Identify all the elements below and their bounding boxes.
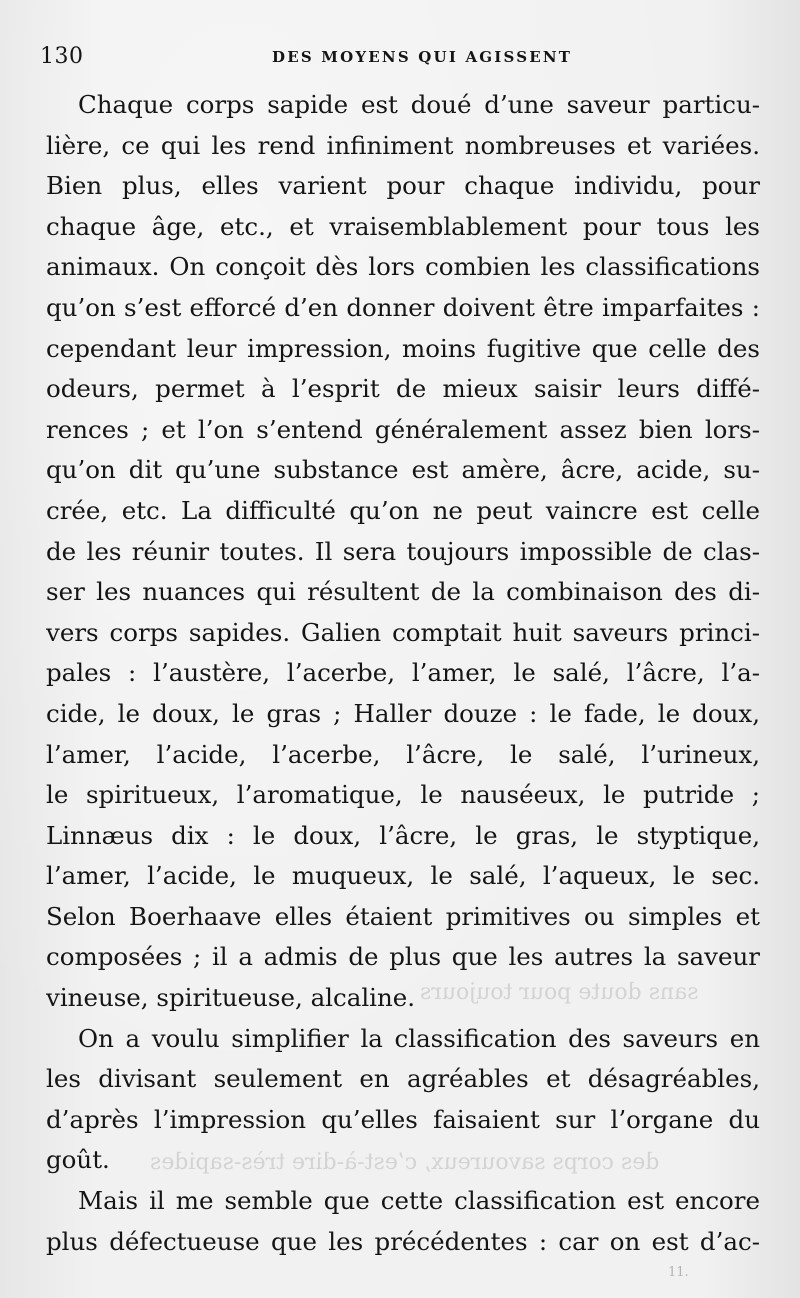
text-line: cependant leur impression, moins fugitive que celle des <box>46 333 760 363</box>
page-header <box>40 44 760 72</box>
show-through-text-1: sans doute pour toujours <box>420 980 699 1005</box>
text-line: qu’on dit qu’une substance est amère, âcre, acide, su- <box>46 455 760 485</box>
text-line: cide, le doux, le gras ; Haller douze : le fade, le doux, <box>46 698 760 728</box>
text-line: vineuse, spiritueuse, alcaline. <box>46 983 416 1013</box>
text-line: Mais il me semble que cette classification est encore <box>78 1186 760 1216</box>
text-line: l’amer, l’acide, l’acerbe, l’âcre, le salé, l’urineux, <box>46 739 760 769</box>
signature-mark: 11. <box>668 1265 689 1280</box>
text-line: chaque âge, etc., et vraisemblablement pour tous les <box>46 211 760 241</box>
text-line: ser les nuances qui résultent de la combinaison des di- <box>46 577 760 607</box>
text-line: On a voulu simplifier la classification des saveurs en <box>78 1023 760 1053</box>
text-line: lière, ce qui les rend infiniment nombreuses et variées. <box>46 130 760 160</box>
text-line: Linnæus dix : le doux, l’âcre, le gras, le styptique, <box>46 820 760 850</box>
text-line: odeurs, permet à l’esprit de mieux saisir leurs diffé- <box>46 374 760 404</box>
text-line: crée, etc. La difficulté qu’on ne peut vaincre est celle <box>46 495 760 525</box>
body-text <box>46 85 760 1262</box>
text-line: Selon Boerhaave elles étaient primitives ou simples et <box>46 901 760 931</box>
running-title: DES MOYENS QUI AGISSENT <box>272 48 573 66</box>
page-number: 130 <box>40 44 84 69</box>
text-line: goût. <box>46 1145 110 1175</box>
text-line: les divisant seulement en agréables et désagréables, <box>46 1064 760 1094</box>
text-line: Chaque corps sapide est doué d’une saveur particu- <box>78 90 760 119</box>
text-line: de les réunir toutes. Il sera toujours impossible de clas- <box>46 536 760 566</box>
text-line: vers corps sapides. Galien comptait huit saveurs princi- <box>46 617 760 647</box>
show-through-text-2: des corps savoureux, c’est-à-dire très-sapides <box>150 1150 660 1175</box>
text-line: le spiritueux, l’aromatique, le nauséeux, le putride ; <box>46 780 760 810</box>
text-line: qu’on s’est efforcé d’en donner doivent être imparfaites : <box>46 292 760 322</box>
text-line: l’amer, l’acide, le muqueux, le salé, l’aqueux, le sec. <box>46 861 760 891</box>
text-line: plus défectueuse que les précédentes : car on est d’ac- <box>46 1226 760 1256</box>
text-line: Bien plus, elles varient pour chaque individu, pour <box>46 171 760 201</box>
text-line: animaux. On conçoit dès lors combien les classifications <box>46 252 760 282</box>
text-line: rences ; et l’on s’entend généralement assez bien lors- <box>46 414 760 444</box>
text-line: pales : l’austère, l’acerbe, l’amer, le salé, l’âcre, l’a- <box>46 658 760 688</box>
text-line: composées ; il a admis de plus que les autres la saveur <box>46 942 760 972</box>
text-line: d’après l’impression qu’elles faisaient sur l’organe du <box>46 1104 760 1134</box>
